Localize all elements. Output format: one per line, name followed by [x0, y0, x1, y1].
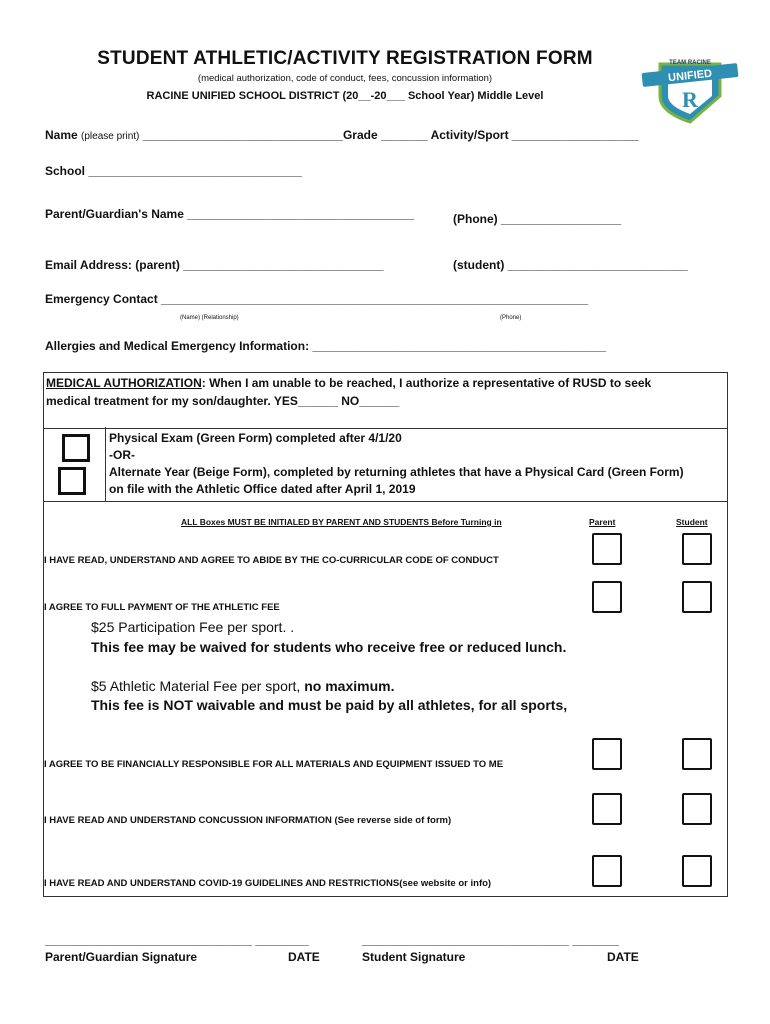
parent-initial-box-conduct[interactable] [592, 533, 622, 565]
team-racine-logo [640, 54, 740, 124]
agreement-materials: I AGREE TO BE FINANCIALLY RESPONSIBLE FOR ALL MATERIALS AND EQUIPMENT ISSUED TO ME [44, 759, 504, 770]
physical-line-1: Physical Exam (Green Form) completed after 4/1/20 [109, 431, 402, 445]
medical-consent-line[interactable]: medical treatment for my son/daughter. YES______ NO______ [46, 394, 400, 408]
initials-box [43, 501, 728, 897]
parent-date-label: DATE [288, 950, 320, 964]
parent-initial-box-covid[interactable] [592, 855, 622, 887]
emergency-contact-field[interactable]: Emergency Contact ________________________________________________________________ [45, 292, 589, 306]
medical-heading: MEDICAL AUTHORIZATION [46, 376, 202, 390]
activity-field[interactable]: Activity/Sport ___________________ [430, 128, 639, 142]
form-title: STUDENT ATHLETIC/ACTIVITY REGISTRATION FORM [97, 48, 593, 69]
name-hint: (please print) [81, 131, 140, 142]
allergies-field[interactable]: Allergies and Medical Emergency Information: ____________________________________________ [45, 339, 607, 353]
student-initial-box-concussion[interactable] [682, 793, 712, 825]
svg-text:TEAM RACINE: TEAM RACINE [669, 60, 711, 66]
student-initial-box-materials[interactable] [682, 738, 712, 770]
grade-field[interactable]: Grade _______ [342, 128, 428, 142]
physical-line-2: -OR- [109, 448, 135, 462]
name-line: ______________________________ [142, 128, 343, 142]
physical-line-4: on file with the Athletic Office dated after April 1, 2019 [109, 482, 416, 496]
form-subtitle: (medical authorization, code of conduct, fees, concussion information) [197, 73, 493, 84]
physical-line-3: Alternate Year (Beige Form), completed by returning athletes that have a Physical Card (Green Form) [109, 465, 684, 479]
physical-exam-box [43, 427, 728, 502]
material-fee-text: $5 Athletic Material Fee per sport, [91, 678, 305, 694]
student-email-field[interactable]: (student) ___________________________ [453, 258, 688, 272]
divider [105, 427, 106, 501]
parent-signature-label: Parent/Guardian Signature [45, 950, 198, 964]
student-signature-line[interactable]: _______________________________ _______ [362, 933, 619, 947]
student-date-label: DATE [607, 950, 639, 964]
agreement-code-of-conduct: I HAVE READ, UNDERSTAND AND AGREE TO ABIDE BY THE CO-CURRICULAR CODE OF CONDUCT [44, 555, 499, 566]
agreement-concussion: I HAVE READ AND UNDERSTAND CONCUSSION INFORMATION (See reverse side of form) [44, 815, 452, 826]
svg-text:UNIFIED: UNIFIED [667, 67, 713, 85]
student-column-header: Student [676, 517, 708, 527]
student-initial-box-covid[interactable] [682, 855, 712, 887]
name-field[interactable] [45, 128, 639, 142]
initials-instruction: ALL Boxes MUST BE INITIALED BY PARENT AND STUDENTS Before Turning in [181, 517, 502, 527]
parent-initial-box-materials[interactable] [592, 738, 622, 770]
name-label: Name [45, 128, 78, 142]
student-signature-label: Student Signature [362, 950, 466, 964]
material-fee-note: This fee is NOT waivable and must be paid by all athletes, for all sports, [91, 697, 568, 713]
parent-initial-box-fee[interactable] [592, 581, 622, 613]
material-fee-max: no maximum. [304, 678, 395, 694]
medical-text-1: : When I am unable to be reached, I authorize a representative of RUSD to seek [201, 376, 652, 390]
medical-authorization-box [43, 372, 728, 429]
agreement-covid: I HAVE READ AND UNDERSTAND COVID-19 GUIDELINES AND RESTRICTIONS(see website or info) [44, 878, 492, 889]
guardian-phone-field[interactable]: (Phone) __________________ [453, 212, 622, 226]
medical-authorization-text [46, 376, 651, 390]
student-initial-box-conduct[interactable] [682, 533, 712, 565]
svg-text:R: R [682, 87, 698, 112]
participation-fee: $25 Participation Fee per sport. . [91, 619, 295, 635]
guardian-name-field[interactable]: Parent/Guardian's Name __________________________________ [45, 207, 415, 221]
emergency-name-hint: (Name) (Relationship) [180, 315, 239, 321]
material-fee [91, 678, 394, 694]
physical-exam-checkbox[interactable] [62, 434, 90, 462]
alternate-year-checkbox[interactable] [58, 467, 86, 495]
parent-column-header: Parent [589, 517, 616, 527]
school-field[interactable]: School ________________________________ [45, 164, 302, 178]
parent-initial-box-concussion[interactable] [592, 793, 622, 825]
participation-fee-note: This fee may be waived for students who receive free or reduced lunch. [91, 639, 567, 655]
emergency-phone-hint: (Phone) [500, 315, 522, 321]
parent-signature-line[interactable]: _______________________________ ________ [45, 933, 309, 947]
student-initial-box-fee[interactable] [682, 581, 712, 613]
district-line: RACINE UNIFIED SCHOOL DISTRICT (20__-20___ School Year) Middle Level [146, 90, 544, 102]
parent-email-field[interactable]: Email Address: (parent) ______________________________ [45, 258, 384, 272]
agreement-athletic-fee: I AGREE TO FULL PAYMENT OF THE ATHLETIC FEE [44, 602, 280, 613]
